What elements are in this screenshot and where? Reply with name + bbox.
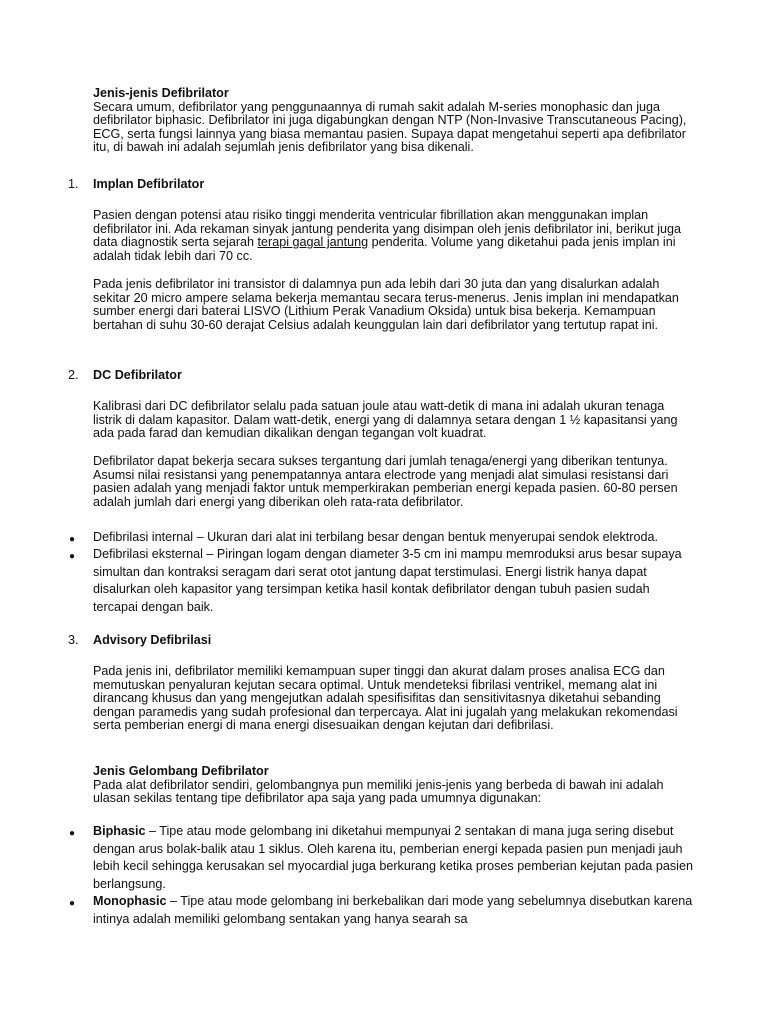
section-2-heading: DC Defibrilator [93, 368, 182, 382]
section-1-heading: Implan Defibrilator [93, 177, 205, 191]
section-2-paragraph-2: Defibrilator dapat bekerja secara sukses tergantung dari jumlah tenaga/energi yang diberikan tentunya. Asumsi nilai resistansi yang penempatannya antara electrode yang menjadi alat simulasi resistansi dari pasien adalah yang menjadi faktor untuk memperkirakan pemberian energi kepada pasien. 60-80 persen adalah jumlah dari energi yang diberikan oleh rata-rata defibrilator. [93, 454, 678, 509]
terapi-gagal-jantung-link[interactable]: terapi gagal jantung [257, 235, 369, 250]
bullet-marker: ● [69, 551, 76, 562]
intro-title: Jenis-jenis Defibrilator [93, 86, 229, 100]
intro-section [93, 87, 688, 155]
wave-section [93, 765, 688, 806]
section-1-paragraph-1 [93, 209, 688, 263]
bullet-defibrilasi-eksternal: Defibrilasi eksternal – Piringan logam dengan diameter 3-5 cm ini mampu memroduksi arus besar supaya simultan dan kontraksi seragam dari serat otot jantung dapat terstimulasi. Energi listrik hanya dapat disalurkan oleh kapasitor yang tersimpan ketika hasil kontak defibrilator dengan tubuh pasien sudah tercapai dengan baik. [93, 547, 682, 614]
section-3-number: 3. [68, 633, 79, 647]
section-2-number: 2. [68, 368, 79, 382]
section-2-paragraph-1: Kalibrasi dari DC defibrilator selalu pada satuan joule atau watt-detik di mana ini adalah ukuran tenaga listrik di dalam kapasitor. Dalam watt-detik, energi yang di dalamnya setara dengan 1 ½ kapasitansi yang ada pada farad dan kemudian dikalikan dengan tegangan volt kuadrat. [93, 399, 678, 441]
bullet-monophasic [93, 893, 693, 928]
bullet-marker: ● [69, 828, 76, 839]
wave-title: Jenis Gelombang Defibrilator [93, 764, 269, 778]
bullet-defibrilasi-internal: Defibrilasi internal – Ukuran dari alat ini terbilang besar dengan bentuk menyerupai sendok elektroda. [93, 530, 658, 544]
monophasic-text: – Tipe atau mode gelombang ini berkebalikan dari mode yang sebelumnya disebutkan karena intinya adalah memiliki gelombang sentakan yang hanya searah sa [93, 894, 693, 926]
biphasic-term: Biphasic [93, 824, 146, 838]
section-1-number: 1. [68, 177, 79, 191]
section-1-paragraph-2: Pada jenis defibrilator ini transistor di dalamnya pun ada lebih dari 30 juta dan yang disalurkan adalah sekitar 20 micro ampere selama bekerja memantau secara terus-menerus. Jenis implan ini mendapatkan sumber energi dari baterai LISVO (Lithium Perak Vanadium Oksida) untuk bisa bekerja. Kemampuan bertahan di suhu 30-60 derajat Celsius adalah keunggulan lain dari defibrilator yang tertutup rapat ini. [93, 277, 679, 332]
bullet-marker: ● [69, 898, 76, 909]
section-3-heading: Advisory Defibrilasi [93, 633, 212, 647]
section-3-paragraph-1: Pada jenis ini, defibrilator memiliki kemampuan super tinggi dan akurat dalam proses analisa ECG dan memutuskan penyaluran kejutan secara optimal. Untuk mendeteksi fibrilasi ventrikel, memang alat ini dirancang khusus dan yang mengejutkan adalah spesifisifitas dan sensitivitasnya diketahui sebanding dengan paramedis yang sudah profesional dan terpercaya. Alat ini jugalah yang melakukan rekomendasi serta pemberian energi di mana energi disesuaikan dengan kejutan dari defibrilasi. [93, 664, 678, 733]
wave-paragraph: Pada alat defibrilator sendiri, gelombangnya pun memiliki jenis-jenis yang berbeda di bawah ini adalah ulasan sekilas tentang tipe defibrilator apa saja yang pada umumnya digunakan: [93, 777, 664, 806]
bullet-biphasic [93, 823, 693, 893]
monophasic-term: Monophasic [93, 894, 167, 908]
biphasic-text: – Tipe atau mode gelombang ini diketahui mempunyai 2 sentakan di mana juga sering disebut dengan arus bolak-balik atau 1 siklus. Oleh karena itu, pemberian energi kepada pasien pun menjadi jauh lebih kecil sehingga kerusakan sel myocardial juga berkurang ketika proses pemberian kejutan pada pasien berlangsung. [93, 824, 693, 891]
bullet-marker: ● [69, 534, 76, 545]
section-1-p1-text: Pasien dengan potensi atau risiko tinggi menderita ventricular fibrillation akan menggunakan implan defibrilator ini. Ada rekaman sinyak jantung penderita yang disimpan oleh jenis defibrilator ini, berikut juga data diagnostik serta sejarah [93, 208, 682, 250]
section-1-p1-text-end: penderita. Volume yang diketahui pada jenis implan ini adalah tidak lebih dari 70 cc. [93, 235, 676, 263]
intro-paragraph: Secara umum, defibrilator yang penggunaannya di rumah sakit adalah M-series monophasic dan juga defibrilator biphasic. Defibrilator ini juga digabungkan dengan NTP (Non-Invasive Transcutaneous Pacing), ECG, serta fungsi lainnya yang biasa memantau pasien. Supaya dapat mengetahui seperti apa defibrilator itu, di bawah ini adalah sejumlah jenis defibrilator yang bisa dikenali. [93, 99, 687, 155]
